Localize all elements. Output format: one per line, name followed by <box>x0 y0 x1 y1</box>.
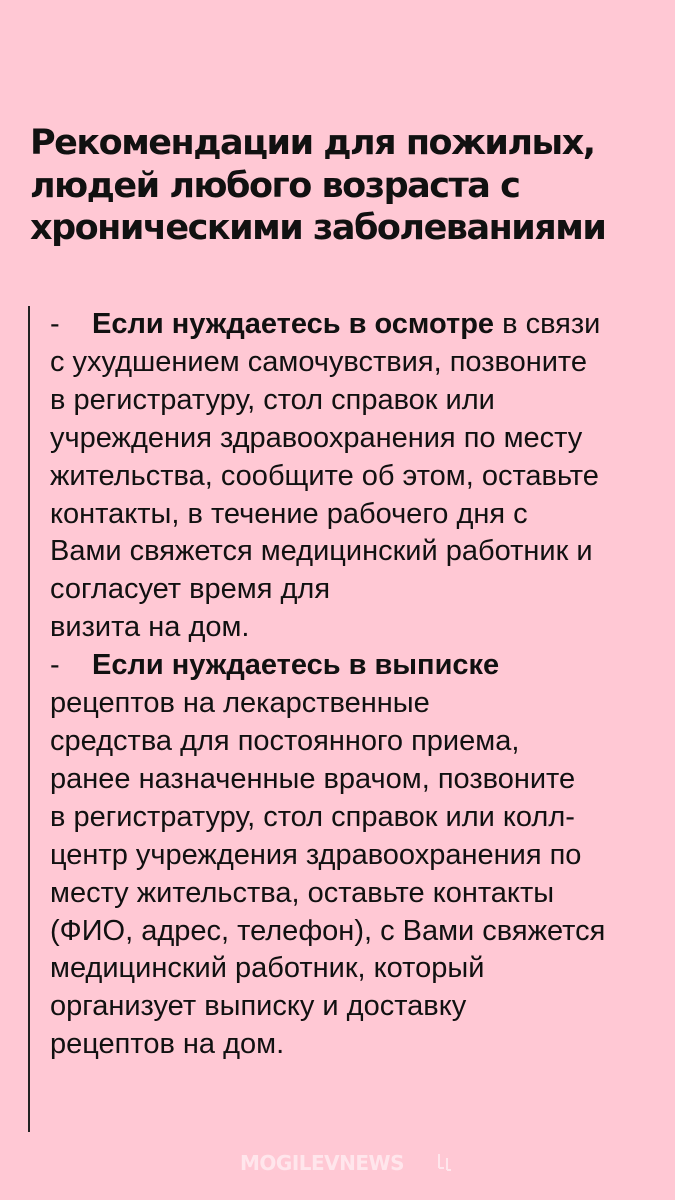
text-line <box>50 647 650 685</box>
watermark-logo-icon <box>436 1150 454 1174</box>
recommendations-section <box>28 306 650 1132</box>
highlight-text: Если нуждаетесь в выписке <box>92 649 500 682</box>
text-line: месту жительства, оставьте контакты <box>50 876 555 909</box>
list-dash: - <box>50 308 60 340</box>
recommendation-item-prescription <box>50 647 650 1064</box>
text-line: рецептов на лекарственные <box>50 687 430 720</box>
text-line: жительства, сообщите об этом, оставьте <box>50 459 599 492</box>
text-line: с ухудшением самочувствия, позвоните <box>50 345 588 378</box>
list-dash: - <box>50 649 60 682</box>
text-line: контакты, в течение рабочего дня с <box>50 497 528 530</box>
text-line: медицинский работник, который <box>50 952 485 985</box>
title-line: Рекомендации для пожилых, <box>30 123 595 163</box>
recommendation-item-examination <box>50 306 650 647</box>
watermark-logo: MOGILEVNEWS <box>240 1151 405 1175</box>
text-line: ранее назначенные врачом, позвоните <box>50 762 576 795</box>
text-line: в регистратуру, стол справок или колл- <box>50 800 575 833</box>
line-text: в связи <box>494 308 601 340</box>
text-line: учреждения здравоохранения по месту <box>50 421 583 454</box>
title-line: хроническими заболеваниями <box>30 208 606 249</box>
page-title <box>30 122 660 250</box>
recommendations-text <box>50 306 650 1064</box>
text-line: Вами свяжется медицинский работник и <box>50 535 593 568</box>
text-line: визита на дом. <box>50 611 250 644</box>
highlight-text: Если нуждаетесь в осмотре <box>92 308 495 340</box>
text-line: центр учреждения здравоохранения по <box>50 838 582 871</box>
text-line: согласует время для <box>50 573 331 606</box>
text-line: (ФИО, адрес, телефон), с Вами свяжется <box>50 914 606 947</box>
text-line: рецептов на дом. <box>50 1028 285 1061</box>
text-line: средства для постоянного приема, <box>50 724 520 757</box>
text-line: в регистратуру, стол справок или <box>50 383 495 416</box>
text-line: организует выписку и доставку <box>50 990 467 1023</box>
text-line <box>50 306 650 344</box>
title-line: людей любого возраста с <box>30 165 520 206</box>
